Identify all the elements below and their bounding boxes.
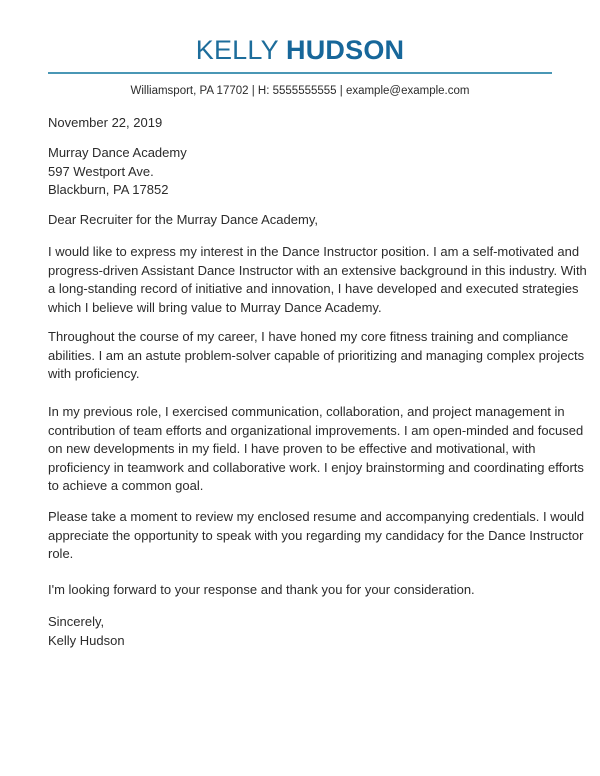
paragraph-line: appreciate the opportunity to speak with you regarding my candidacy for the Dance Instructor	[48, 527, 584, 543]
paragraph-3	[48, 403, 584, 496]
salutation-text: Dear Recruiter for the Murray Dance Academy,	[48, 212, 318, 227]
header-divider	[48, 72, 552, 74]
paragraph-4	[48, 508, 585, 564]
paragraph-line: Please take a moment to review my enclosed resume and accompanying credentials. I would	[48, 509, 585, 524]
signature-block	[48, 613, 558, 650]
date-text: November 22, 2019	[48, 115, 163, 130]
paragraph-line: a long-standing record of initiative and innovation, I have developed and executed strategies	[48, 281, 579, 296]
closing-text: I'm looking forward to your response and thank you for your consideration.	[48, 582, 475, 597]
paragraph-2	[48, 328, 585, 384]
sign-off: Sincerely,	[48, 614, 105, 629]
contact-line: Williamsport, PA 17702 | H: 5555555555 | example@example.com	[130, 85, 470, 97]
paragraph-line: contribution of team efforts and organizational improvements. I am open-minded and focused	[48, 422, 584, 438]
first-name: KELLY	[195, 35, 279, 65]
closing-statement	[48, 581, 558, 600]
applicant-name	[0, 35, 600, 65]
salutation	[48, 211, 558, 230]
paragraph-1	[48, 243, 587, 317]
paragraph-line: which I believe will bring value to Murray Dance Academy.	[48, 299, 382, 315]
paragraph-line: In my previous role, I exercised communication, collaboration, and project management in	[48, 404, 565, 419]
last-name: HUDSON	[286, 35, 405, 65]
paragraph-line: proficiency in teamwork and collaborative work. I enjoy brainstorming and coordinating efforts	[48, 459, 584, 475]
paragraph-line: to achieve a common goal.	[48, 478, 204, 493]
recipient-company: Murray Dance Academy	[48, 145, 187, 160]
recipient-street: 597 Westport Ave.	[48, 163, 154, 179]
paragraph-line: on new developments in my field. I have proven to be effective and motivational, with	[48, 441, 536, 456]
recipient-city: Blackburn, PA 17852	[48, 182, 169, 197]
recipient-address	[48, 144, 558, 200]
paragraph-line: abilities. I am an astute problem-solver capable of prioritizing and managing complex projects	[48, 347, 585, 363]
paragraph-line: role.	[48, 546, 74, 561]
signature-name: Kelly Hudson	[48, 632, 125, 648]
paragraph-line: progress-driven Assistant Dance Instructor with an extensive background in this industry. With	[48, 262, 587, 278]
paragraph-line: Throughout the course of my career, I have honed my core fitness training and compliance	[48, 329, 569, 344]
paragraph-line: with proficiency.	[48, 366, 140, 381]
letter-date	[48, 114, 558, 133]
paragraph-line: I would like to express my interest in the Dance Instructor position. I am a self-motivated and	[48, 244, 580, 259]
